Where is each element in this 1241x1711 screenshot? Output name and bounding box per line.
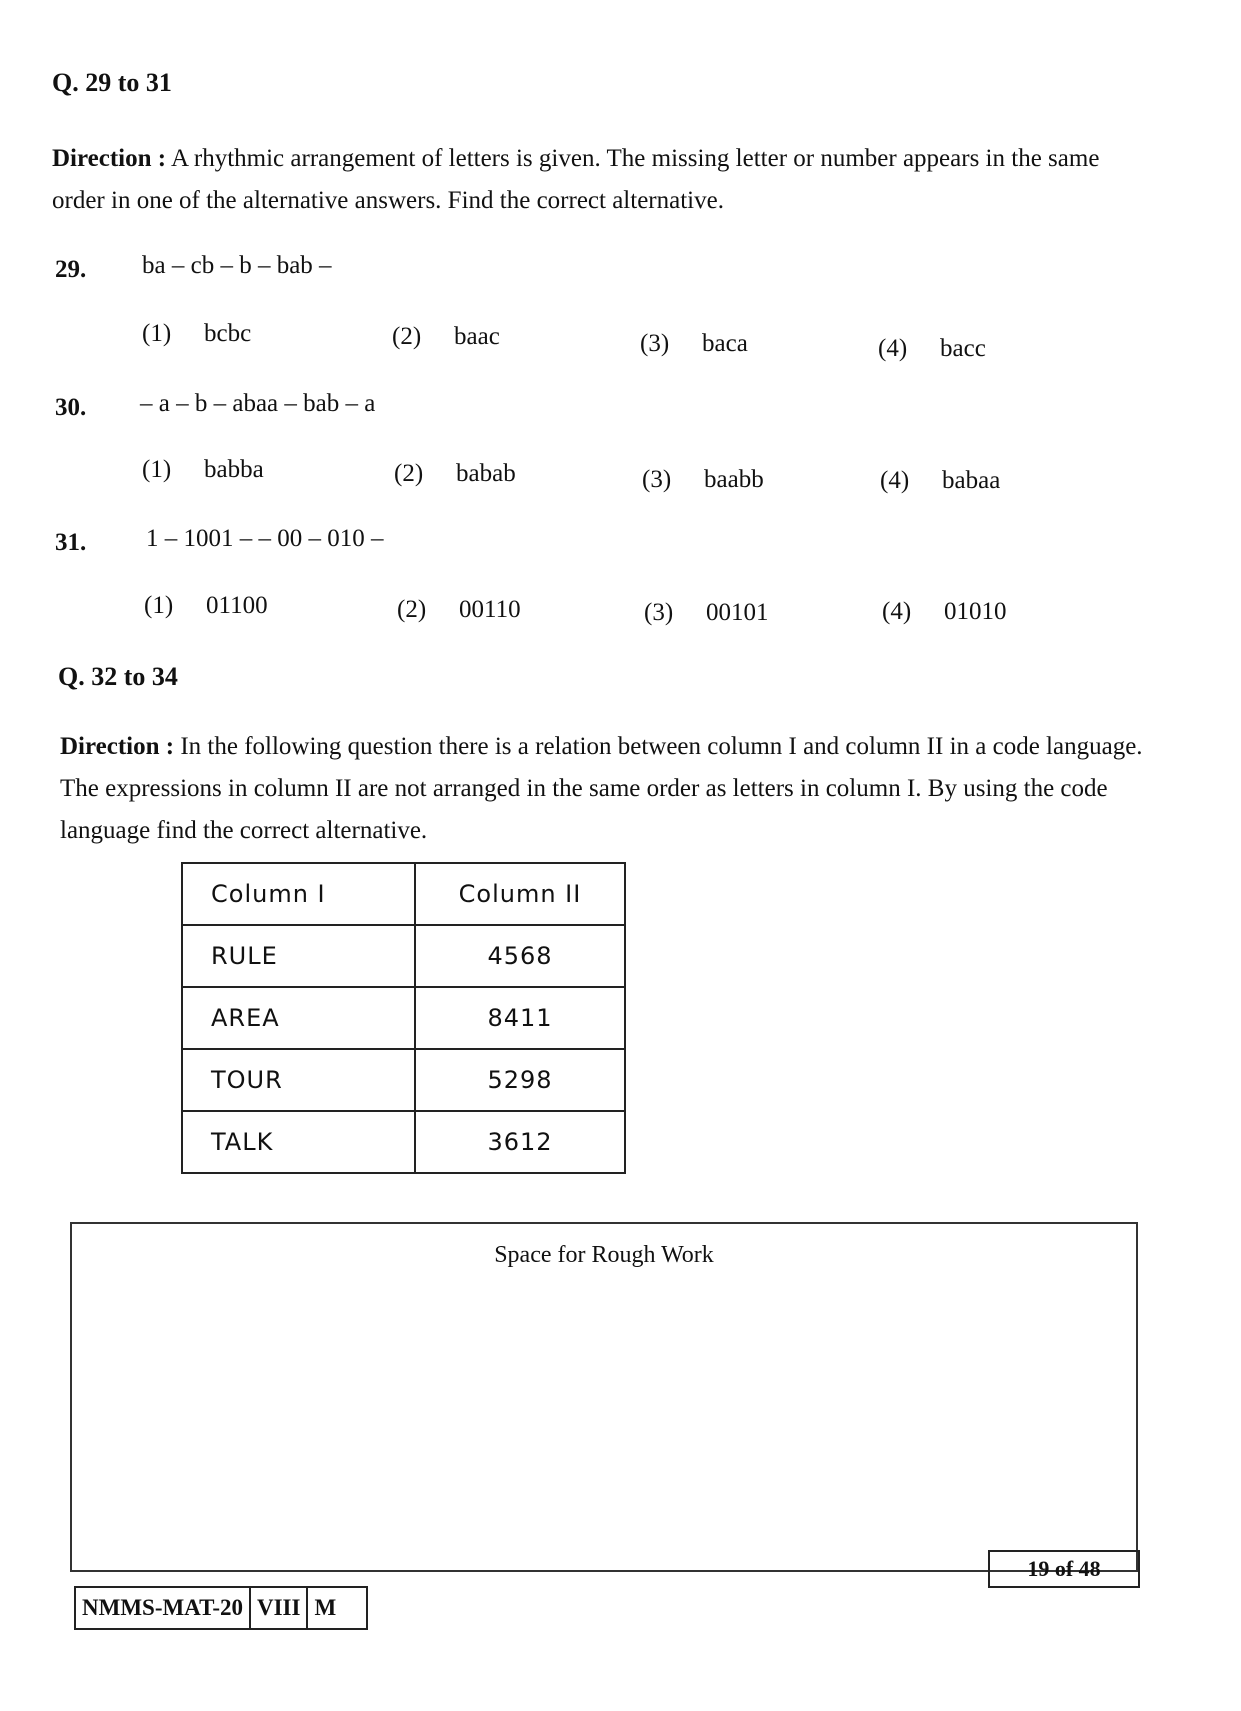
option-3[interactable] [644, 599, 769, 627]
option-value: baca [702, 330, 748, 357]
option-value: bacc [940, 335, 986, 362]
table-row [182, 1111, 625, 1173]
table-header-row [182, 863, 625, 925]
option-value: bcbc [204, 320, 252, 347]
option-value: babba [204, 456, 264, 483]
option-number: (2) [394, 460, 424, 487]
table-cell: 4568 [415, 925, 625, 987]
section-heading-29-31: Q. 29 to 31 [52, 68, 172, 97]
table-cell: 5298 [415, 1049, 625, 1111]
question-text: – a – b – abaa – bab – a [140, 390, 376, 417]
option-value: 00110 [459, 596, 521, 623]
table-cell: 8411 [415, 987, 625, 1049]
table-cell: TALK [182, 1111, 415, 1173]
table-cell: AREA [182, 987, 415, 1049]
option-1[interactable] [142, 456, 264, 484]
option-number: (1) [144, 592, 174, 619]
question-text: ba – cb – b – bab – [142, 252, 332, 279]
table-row [182, 1049, 625, 1111]
option-value: babaa [942, 467, 1001, 494]
paper-code-class: VIII [251, 1588, 308, 1628]
option-number: (1) [142, 320, 172, 347]
page-number: 19 of 48 [988, 1550, 1140, 1588]
option-1[interactable] [142, 320, 251, 348]
option-4[interactable] [882, 598, 1007, 626]
question-number: 29. [55, 256, 87, 283]
option-value: babab [456, 460, 516, 487]
option-number: (4) [880, 467, 910, 494]
option-number: (4) [878, 335, 908, 362]
paper-code [74, 1586, 368, 1630]
rough-work-area[interactable] [70, 1222, 1138, 1572]
question-text: 1 – 1001 – – 00 – 010 – [146, 525, 384, 552]
table-row [182, 987, 625, 1049]
table-header: Column I [182, 863, 415, 925]
question-number: 30. [55, 394, 87, 421]
option-value: baac [454, 323, 500, 350]
option-number: (3) [640, 330, 670, 357]
direction-label: Direction : [52, 145, 167, 172]
option-number: (2) [397, 596, 427, 623]
paper-code-medium: M [314, 1595, 337, 1620]
option-3[interactable] [640, 330, 748, 358]
table-cell: 3612 [415, 1111, 625, 1173]
rough-work-label: Space for Rough Work [494, 1242, 714, 1268]
option-2[interactable] [394, 460, 516, 488]
option-2[interactable] [397, 596, 521, 624]
option-3[interactable] [642, 466, 764, 494]
direction-29-31 [52, 138, 1132, 222]
option-value: 00101 [706, 599, 769, 626]
paper-code-name: NMMS-MAT-20 [76, 1588, 251, 1628]
direction-text: A rhythmic arrangement of letters is given. The missing letter or number appears in the same order in one of the alternative answers. Find the correct alternative. [52, 145, 1100, 214]
option-value: 01100 [206, 592, 268, 619]
option-4[interactable] [880, 467, 1000, 495]
option-number: (3) [644, 599, 674, 626]
question-number: 31. [55, 529, 87, 556]
table-cell: TOUR [182, 1049, 415, 1111]
table-row [182, 925, 625, 987]
option-number: (1) [142, 456, 172, 483]
option-value: baabb [704, 466, 764, 493]
code-table [181, 862, 626, 1174]
option-number: (4) [882, 598, 912, 625]
option-number: (2) [392, 323, 422, 350]
table-header: Column II [415, 863, 625, 925]
direction-label: Direction : [60, 733, 175, 760]
option-2[interactable] [392, 323, 500, 351]
section-heading-32-34: Q. 32 to 34 [58, 662, 178, 691]
table-cell: RULE [182, 925, 415, 987]
direction-text: In the following question there is a relation between column I and column II in a code language. The expressions in column II are not arranged in the same order as letters in column I. By using the code language find the correct alternative. [60, 733, 1143, 844]
direction-32-34 [60, 726, 1150, 852]
option-value: 01010 [944, 598, 1007, 625]
option-4[interactable] [878, 335, 986, 363]
option-number: (3) [642, 466, 672, 493]
option-1[interactable] [144, 592, 268, 620]
